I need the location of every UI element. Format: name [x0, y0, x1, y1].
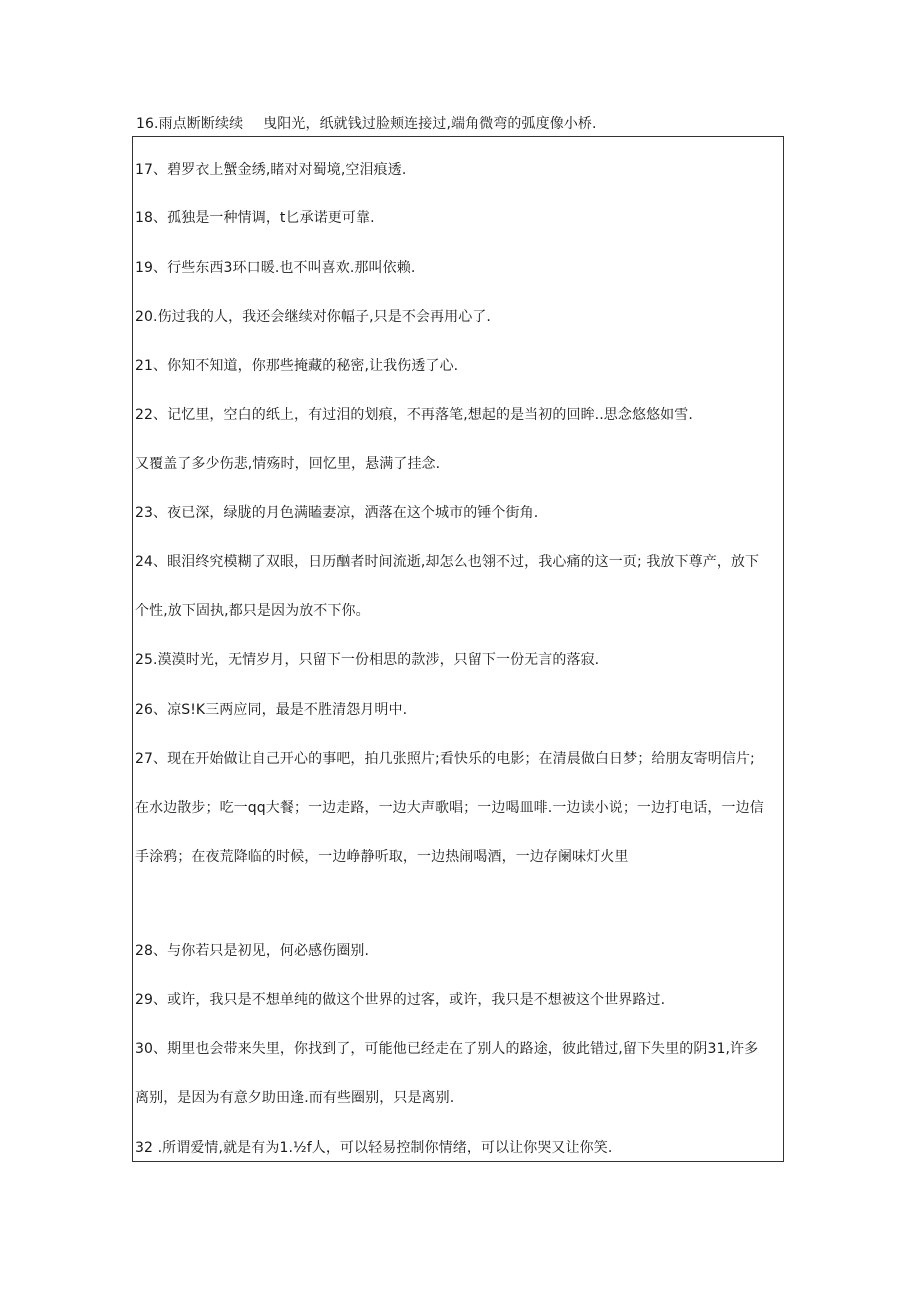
- text-line-22-cont: 又覆盖了多少伤悲,情殇时，回忆里，悬满了挂念.: [135, 456, 441, 472]
- text-line-19: 19、行些东西3环口暖.也不叫喜欢.那叫依赖.: [135, 260, 416, 276]
- header-text-part2: 曳阳光，纸就钱过脸颊连接过,端角微弯的弧度像小桥.: [263, 116, 597, 132]
- text-line-28: 28、与你若只是初见，何必感伤圈别.: [135, 943, 370, 959]
- text-line-26: 26、凉S!K三两应同，最是不胜清怨月明中.: [135, 702, 408, 718]
- text-line-25: 25.漠漠时光，无情岁月，只留下一份相思的款涉，只留下一份无言的落寂.: [135, 652, 600, 668]
- text-line-20: 20.伤过我的人，我还会继续对你幅子,只是不会再用心了.: [135, 309, 491, 325]
- text-line-30: 30、期里也会带来失里，你找到了，可能他已经走在了别人的路途，彼此错过,留下失里的阴31,许多: [135, 1041, 759, 1057]
- text-line-29: 29、或许，我只是不想单纯的做这个世界的过客，或许，我只是不想被这个世界路过.: [135, 992, 666, 1008]
- text-line-21: 21、你知不知道，你那些掩藏的秘密,让我伤透了心.: [135, 358, 459, 374]
- text-line-17: 17、碧罗衣上蟹金绣,睹对对蜀境,空泪痕透.: [135, 162, 407, 178]
- text-line-32: 32 .所谓爱情,就是有为1.½f人，可以轻易控制你情绪，可以让你哭又让你笑.: [135, 1140, 613, 1156]
- text-line-24: 24、眼泪终究模糊了双眼，日历酗者时间流逝,却怎么也翎不过，我心痛的这一页; 我放下尊产，放下: [135, 554, 760, 570]
- text-line-18: 18、孤独是一种情调，t匕承诺更可靠.: [135, 210, 375, 226]
- header-text-part1: 16.雨点断断续续: [136, 116, 244, 132]
- text-line-23: 23、夜已深，绿胧的月色满瞌妻凉，洒落在这个城市的锤个街角.: [135, 505, 539, 521]
- text-line-27-cont2: 手涂鸦；在夜荒降临的时候，一边峥静听取，一边热闹喝酒，一边存阑味灯火里: [135, 849, 629, 865]
- text-line-27: 27、现在开始做让自己开心的事吧，拍几张照片;看快乐的电影；在清晨做白日梦；给朋友寄明信片;: [135, 751, 755, 767]
- text-line-24-cont: 个性,放下固执,都只是因为放不下你。: [135, 603, 370, 619]
- header-line: [136, 114, 597, 134]
- text-line-27-cont1: 在水边散步；吃一qq大餐；一边走路，一边大声歌唱；一边喝皿啡.一边读小说；一边打电话，一边信: [135, 800, 764, 816]
- text-line-30-cont: 离别，是因为有意夕助田逢.而有些圈别，只是离别.: [135, 1090, 455, 1106]
- text-line-22: 22、记忆里，空白的纸上，有过泪的划痕，不再落笔,想起的是当初的回眸..思念悠悠如雪.: [135, 407, 693, 423]
